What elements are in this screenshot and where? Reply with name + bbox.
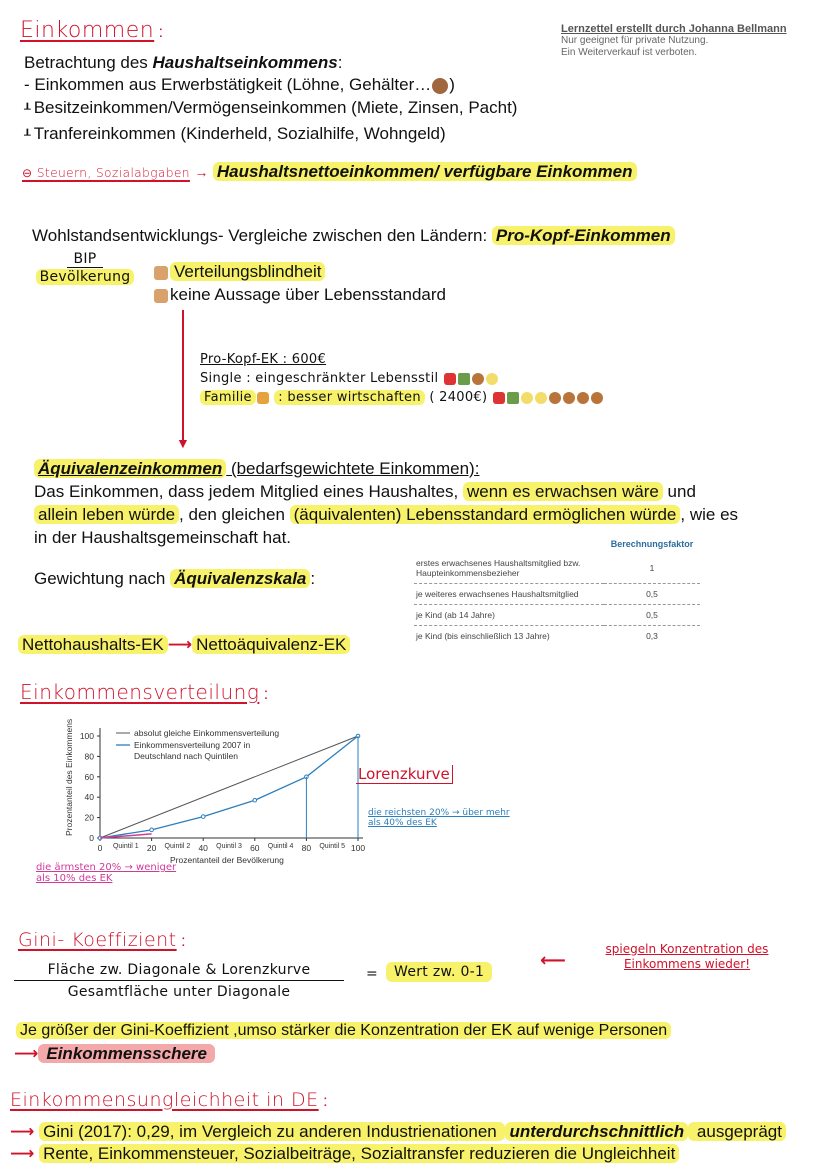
- y-tick-label: 60: [84, 771, 94, 782]
- bulb-icon: [535, 392, 547, 404]
- lifestyle-emoji-icons: [443, 369, 499, 388]
- list-item: - Einkommen aus Erwerbstätigkeit (Löhne, Gehälter… ): [24, 75, 455, 94]
- gini-statement: Je größer der Gini-Koeffizient ,umso stärker die Konzentration der EK auf wenige Personen: [16, 1019, 671, 1042]
- heading-gini: Gini- Koeffizient: [18, 929, 177, 951]
- house-icon: [507, 392, 519, 404]
- fist-emoji-icon: [432, 78, 448, 94]
- section-einkommen-heading: Einkommen :: [20, 18, 164, 43]
- x-tick-label: 80: [301, 843, 312, 853]
- quintile-label: Quintil 2: [164, 843, 191, 850]
- conversion-to: Nettoäquivalenz-EK: [192, 635, 350, 654]
- conversion-row: [18, 633, 350, 656]
- gini-side-note: spiegeln Konzentration des Einkommens wieder!: [605, 942, 769, 971]
- quintile-label: Quintil 3: [216, 843, 242, 850]
- equivalence-desc-2: allein leben würde , den gleichen (äquivalenten) Lebensstandard ermöglichen würde , wie es: [34, 503, 794, 526]
- table-header-factor: Berechnungsfaktor: [610, 539, 694, 549]
- legend-lorenz-label-2: Deutschland nach Quintilen: [134, 751, 238, 761]
- inequality-point-2: ⟶ Rente, Einkommensteuer, Sozialbeiträge, Sozialtransfer reduzieren die Ungleichheit: [10, 1143, 786, 1165]
- example-single: Single : eingeschränkter Lebensstil: [200, 369, 604, 388]
- fraction-denominator: Bevölkerung: [36, 269, 135, 285]
- table-row: je Kind (ab 14 Jahre) 0,5: [414, 605, 700, 626]
- household-intro: Betrachtung des Haushaltseinkommens:: [24, 53, 343, 72]
- inequality-points: [10, 1121, 786, 1165]
- list-item: ┸ Tranfereinkommen (Kinderheld, Sozialhilfe, Wohngeld): [24, 124, 446, 143]
- lorenz-point: [150, 828, 154, 832]
- note-richest: die reichsten 20% → über mehr als 40% des EK: [368, 808, 510, 828]
- equivalence-desc-3: in der Haushaltsgemeinschaft hat.: [34, 528, 292, 547]
- heading-einkommen: Einkommen: [20, 18, 155, 43]
- lorenz-chart: [58, 718, 378, 870]
- arrow-right-icon: ⟶: [14, 1044, 39, 1063]
- gini-formula: [14, 962, 344, 1000]
- per-capita-cons: [154, 260, 446, 306]
- per-capita-fraction: [30, 250, 140, 286]
- cookie-icon: [591, 392, 603, 404]
- quintile-label: Quintil 1: [112, 843, 139, 850]
- arrow-right-icon: →: [194, 164, 209, 180]
- y-tick-label: 40: [84, 792, 94, 803]
- legend-lorenz-label-1: Einkommensverteilung 2007 in: [134, 740, 251, 750]
- equivalence-income-term: Äquivalenzeinkommen: [34, 459, 226, 478]
- x-tick-label: 40: [198, 843, 208, 853]
- net-income-row: [22, 160, 637, 183]
- bulb-icon: [486, 373, 498, 385]
- lorenz-curve-label: Lorenzkurve: [356, 765, 453, 784]
- arrow-left-icon: ⟵: [540, 950, 566, 970]
- table-row: erstes erwachsenes Haushaltsmitglied bzw. Haupteinkommensbezieher 1: [414, 553, 700, 584]
- lorenz-point: [253, 798, 257, 802]
- thumbs-down-icon: [154, 266, 168, 280]
- conversion-from: Nettohaushalts-EK: [18, 635, 168, 654]
- section-einkommen: [20, 18, 580, 43]
- quintile-label: Quintil 5: [319, 843, 346, 850]
- example-title: Pro-Kopf-EK : 600€: [200, 352, 327, 367]
- per-capita-income-term: Pro-Kopf-Einkommen: [492, 226, 675, 245]
- car-icon: [444, 373, 456, 385]
- y-tick-label: 100: [79, 731, 94, 741]
- con-item: Verteilungsblindheit: [154, 260, 446, 283]
- quintile-label: Quintil 4: [267, 843, 294, 850]
- per-capita-intro: Wohlstandsentwicklungs- Vergleiche zwischen den Ländern: Pro-Kopf-Einkommen: [32, 224, 675, 247]
- x-tick-label: 0: [97, 843, 103, 853]
- bulb-icon: [521, 392, 533, 404]
- house-icon: [458, 373, 470, 385]
- x-tick-label: 100: [350, 843, 366, 853]
- list-item: ┸ Besitzeinkommen/Vermögenseinkommen (Miete, Zinsen, Pacht): [24, 98, 518, 117]
- section-distribution-heading: Einkommensverteilung :: [20, 680, 269, 704]
- x-tick-label: 20: [146, 843, 157, 853]
- y-tick-label: 80: [84, 751, 94, 762]
- per-capita-example: [200, 350, 604, 407]
- heading-inequality: Einkommensungleichheit in DE: [10, 1089, 319, 1111]
- x-tick-label: 60: [250, 843, 260, 853]
- equivalence-scale-label: Gewichtung nach Äquivalenzskala :: [34, 569, 316, 588]
- net-income-term: Haushaltsnettoeinkommen/ verfügbare Einkommen: [213, 162, 637, 181]
- lorenz-point: [201, 815, 205, 819]
- gini-numerator: Fläche zw. Diagonale & Lorenzkurve: [14, 962, 344, 981]
- arrow-right-icon: ⟶: [10, 1122, 35, 1141]
- table-row: je Kind (bis einschließlich 13 Jahre) 0,3: [416, 631, 658, 641]
- arrow-right-icon: ⟶: [167, 635, 193, 654]
- notice-title: Lernzettel erstellt durch Johanna Bellmann: [561, 23, 787, 35]
- arrow-right-icon: ⟶: [10, 1144, 35, 1163]
- con-item: keine Aussage über Lebensstandard: [154, 283, 446, 306]
- household-income-term: Haushaltseinkommens: [152, 53, 338, 72]
- fraction-numerator: BIP: [67, 251, 102, 268]
- car-icon: [493, 392, 505, 404]
- equivalence-desc-1: Das Einkommen, dass jedem Mitglied eines Haushaltes, wenn es erwachsen wäre und: [34, 482, 696, 501]
- gini-denominator: Gesamtfläche unter Diagonale: [67, 984, 291, 1000]
- x-axis-label: Prozentanteil der Bevölkerung: [170, 855, 284, 865]
- equivalence-scale-term: Äquivalenzskala: [170, 569, 310, 588]
- minus-taxes-note: ⊖ Steuern, Sozialabgaben: [22, 166, 190, 180]
- income-gap-term: Einkommensschere: [38, 1044, 215, 1063]
- example-family: Familie : besser wirtschaften ( 2400€): [200, 388, 604, 407]
- income-list: [24, 73, 624, 148]
- thumbs-down-icon: [154, 289, 168, 303]
- equivalence-heading: Äquivalenzeinkommen (bedarfsgewichtete Einkommen):: [34, 457, 794, 480]
- section-gini-heading: Gini- Koeffizient :: [18, 929, 186, 951]
- notice-line-2: Ein Weiterverkauf ist verboten.: [561, 47, 697, 58]
- legend-equal-label: absolut gleiche Einkommensverteilung: [134, 728, 280, 738]
- red-down-arrow: [182, 310, 184, 443]
- gini-consequence: [14, 1042, 215, 1065]
- y-tick-label: 0: [89, 833, 94, 843]
- gini-equals: =: [366, 966, 379, 982]
- y-axis-label: Prozentanteil des Einkommens: [64, 718, 74, 836]
- note-poorest: die ärmsten 20% → weniger als 10% des EK: [36, 862, 177, 884]
- copyright-notice: [561, 23, 801, 59]
- bullet-icon: ┸: [24, 130, 34, 142]
- section-inequality-heading: Einkommensungleichheit in DE :: [10, 1089, 328, 1111]
- cookie-icon: [472, 373, 484, 385]
- cookie-icon: [563, 392, 575, 404]
- bullet-icon: ┸: [24, 104, 34, 116]
- y-tick-label: 20: [84, 812, 94, 823]
- notice-line-1: Nur geeignet für private Nutzung.: [561, 35, 709, 46]
- equivalence-scale-table: [414, 535, 700, 646]
- family-emoji-icons: [492, 388, 604, 407]
- inequality-point-1: ⟶ Gini (2017): 0,29, im Vergleich zu anderen Industrienationen unterdurchschnittlich ausgeprägt: [10, 1121, 786, 1143]
- heading-einkommensverteilung: Einkommensverteilung: [20, 680, 260, 704]
- gini-result: Wert zw. 0-1: [386, 962, 492, 982]
- table-row: je weiteres erwachsenes Haushaltsmitglied 0,5: [414, 584, 700, 605]
- cookie-icon: [577, 392, 589, 404]
- family-icon: [257, 392, 269, 404]
- arrow-down-icon: ▼: [176, 435, 190, 451]
- cookie-icon: [549, 392, 561, 404]
